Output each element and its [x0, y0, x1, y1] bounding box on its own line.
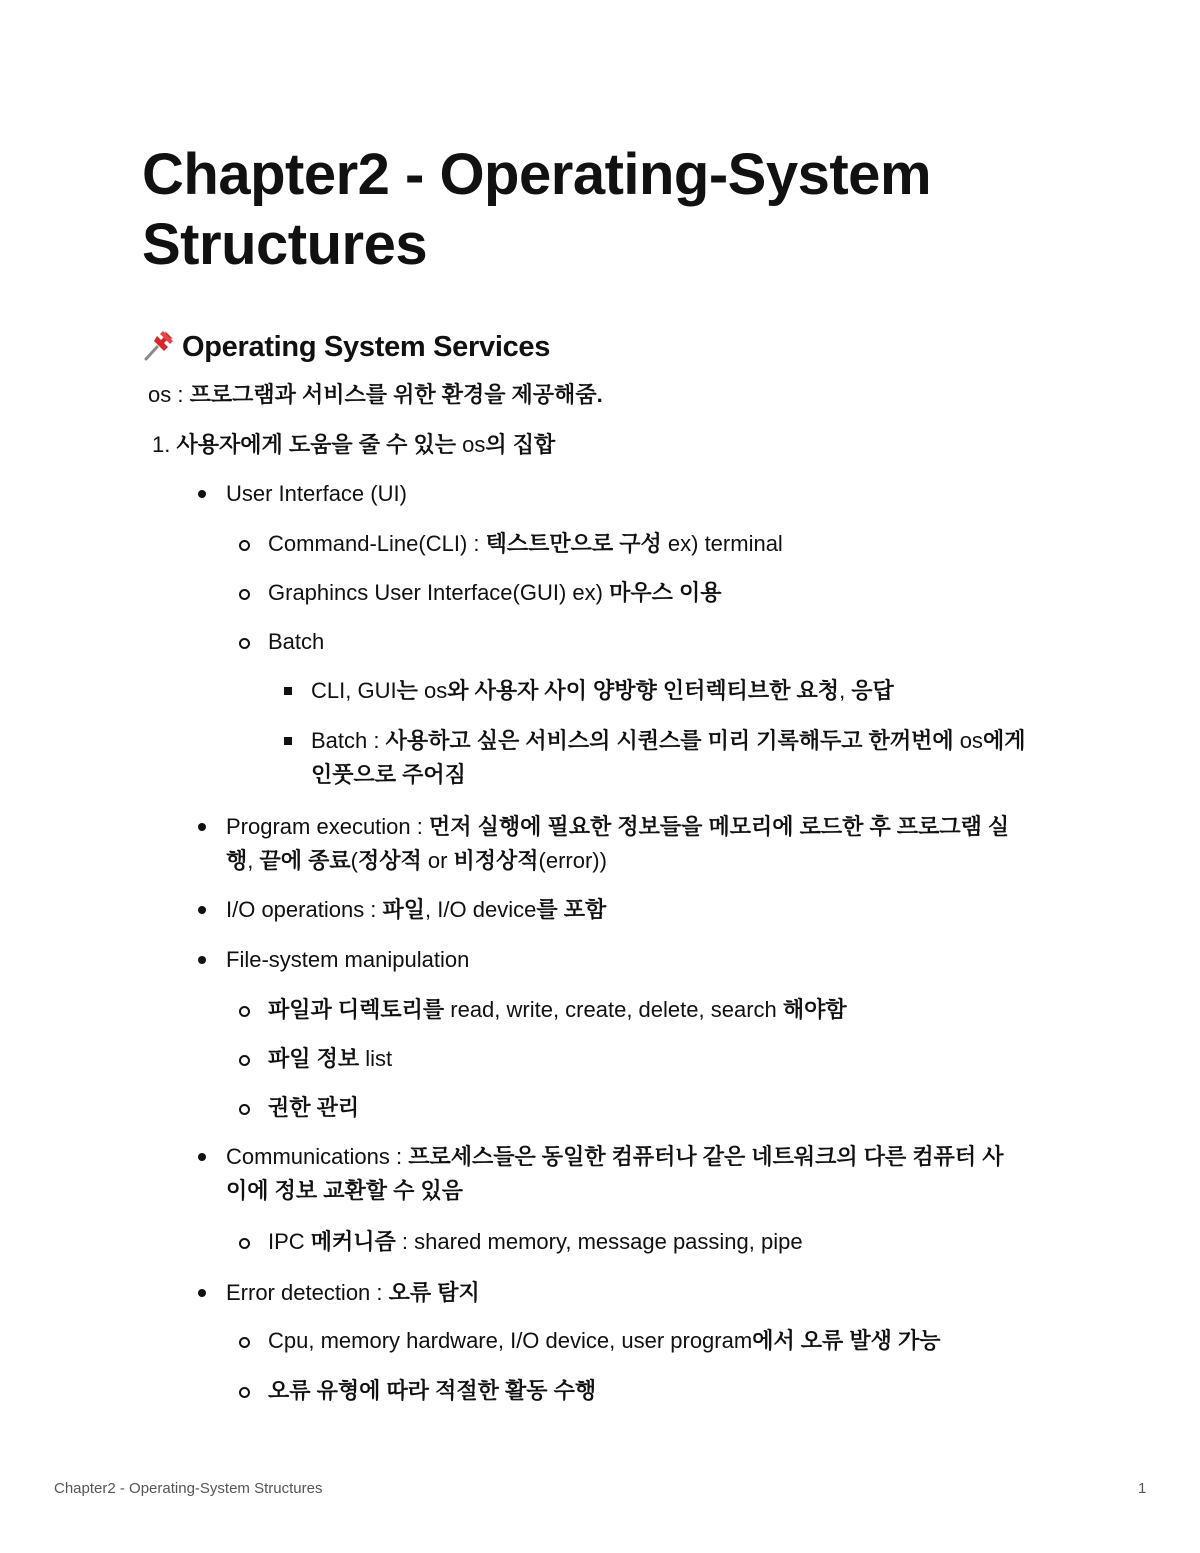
- pe-h: or: [421, 848, 454, 873]
- io-include: 를 포함: [536, 897, 607, 922]
- program-exec-desc: 먼저 실행에 필요한 정보들을 메모리에 로드한 후 프로그램 실: [428, 814, 1010, 839]
- err1-a: Cpu, memory hardware, I/O device, user program: [268, 1328, 753, 1353]
- bullet-circle: [239, 1055, 250, 1066]
- bullet-disc: [198, 490, 206, 498]
- list-item-cli: [268, 527, 783, 561]
- list-item-fs-3: 권한 관리: [268, 1095, 360, 1120]
- numbered-text-a: 사용자에게 도움을 줄 수 있는: [176, 432, 463, 457]
- note-c: os: [423, 678, 448, 703]
- list-item-ipc: [268, 1225, 803, 1259]
- ipc-a: IPC: [268, 1229, 311, 1254]
- err1-b: 에서 오류 발생 가능: [752, 1328, 941, 1353]
- note-f: 응답: [851, 678, 894, 703]
- fs2-a: 파일 정보: [268, 1046, 360, 1071]
- bullet-disc: [198, 906, 206, 914]
- batch-note-a: Batch :: [311, 728, 386, 753]
- fs1-b: read, write, create, delete, search: [444, 997, 783, 1022]
- io-label: I/O operations :: [226, 897, 383, 922]
- batch-note-d: 에게: [982, 728, 1026, 753]
- pushpin-icon: [142, 326, 178, 362]
- numbered-item-1: [152, 428, 555, 462]
- ipc-b: 메커니즘: [310, 1229, 396, 1254]
- list-item-gui: [268, 576, 721, 610]
- list-item-ui: User Interface (UI): [226, 481, 407, 506]
- program-exec-continuation: [226, 844, 607, 878]
- list-item-err-1: [268, 1324, 941, 1358]
- batch-note-b: 사용하고 싶은 서비스의 시퀀스를 미리 기록해두고 한꺼번에: [385, 728, 960, 753]
- bullet-circle: [239, 589, 250, 600]
- footer-page-number: 1: [1138, 1480, 1147, 1497]
- bullet-circle: [239, 1238, 250, 1249]
- gui-desc: 마우스 이용: [609, 580, 722, 605]
- bullet-circle: [239, 540, 250, 551]
- list-item-cli-gui-note: [311, 674, 894, 708]
- bullet-circle: [239, 1337, 250, 1348]
- pe-f: (: [350, 848, 358, 873]
- numbered-text-c: 의 집합: [485, 432, 556, 457]
- bullet-disc: [198, 823, 206, 831]
- cli-desc: 텍스트만으로 구성: [485, 531, 662, 556]
- bullet-disc: [198, 1153, 206, 1161]
- list-item-fs-2: [268, 1042, 392, 1076]
- batch-note-c: os: [959, 728, 983, 753]
- note-b: 는: [396, 678, 424, 703]
- cli-example: ex) terminal: [661, 531, 783, 556]
- bullet-square: [284, 737, 292, 745]
- section-heading: [142, 326, 550, 367]
- section-heading-text: Operating System Services: [182, 331, 551, 363]
- err-label: Error detection :: [226, 1280, 389, 1305]
- list-item-err: [226, 1276, 480, 1310]
- bullet-circle: [239, 1387, 250, 1398]
- intro-label: os :: [148, 382, 190, 407]
- pe-c: 행: [226, 848, 248, 873]
- bullet-square: [284, 687, 292, 695]
- pe-e: 끝에 종료: [259, 848, 351, 873]
- note-e: ,: [839, 678, 852, 703]
- list-item-program-exec: [226, 810, 1009, 844]
- list-number: 1.: [152, 432, 171, 457]
- io-file: 파일: [382, 897, 426, 922]
- gui-label: Graphincs User Interface(GUI) ex): [268, 580, 610, 605]
- pe-d: ,: [247, 848, 260, 873]
- program-exec-label: Program execution :: [226, 814, 429, 839]
- batch-note-continuation: 인풋으로 주어짐: [311, 762, 466, 787]
- list-item-batch: Batch: [268, 629, 325, 654]
- list-item-comm: [226, 1140, 1004, 1174]
- bullet-circle: [239, 1006, 250, 1017]
- list-item-err-2: 오류 유형에 따라 적절한 활동 수행: [268, 1378, 597, 1403]
- comm-continuation: 이에 정보 교환할 수 있음: [226, 1178, 463, 1203]
- bullet-disc: [198, 1289, 206, 1297]
- intro-text: 프로그램과 서비스를 위한 환경을 제공해줌.: [189, 382, 603, 407]
- list-item-batch-note: [311, 724, 1025, 758]
- bullet-circle: [239, 638, 250, 649]
- pe-j: (error)): [538, 848, 607, 873]
- bullet-disc: [198, 956, 206, 964]
- cli-label: Command-Line(CLI) :: [268, 531, 486, 556]
- list-item-fs: File-system manipulation: [226, 947, 470, 972]
- pe-i: 비정상적: [453, 848, 539, 873]
- comm-label: Communications :: [226, 1144, 409, 1169]
- list-item-io: [226, 893, 606, 927]
- note-a: CLI, GUI: [311, 678, 397, 703]
- io-device: , I/O device: [425, 897, 537, 922]
- comm-desc: 프로세스들은 동일한 컴퓨터나 같은 네트워크의 다른 컴퓨터 사: [408, 1144, 1004, 1169]
- bullet-circle: [239, 1104, 250, 1115]
- numbered-text-b: os: [462, 432, 486, 457]
- err-desc: 오류 탐지: [388, 1280, 480, 1305]
- page-title: Chapter2 - Operating-System Structures: [142, 142, 932, 277]
- intro-line: [148, 378, 603, 412]
- fs1-a: 파일과 디렉토리를: [268, 997, 445, 1022]
- fs1-c: 해야함: [782, 997, 847, 1022]
- ipc-c: : shared memory, message passing, pipe: [395, 1229, 803, 1254]
- note-d: 와 사용자 사이 양방향 인터렉티브한 요청: [447, 678, 840, 703]
- fs2-b: list: [359, 1046, 393, 1071]
- pe-g: 정상적: [357, 848, 422, 873]
- list-item-fs-1: [268, 993, 847, 1027]
- footer-title: Chapter2 - Operating-System Structures: [54, 1480, 323, 1497]
